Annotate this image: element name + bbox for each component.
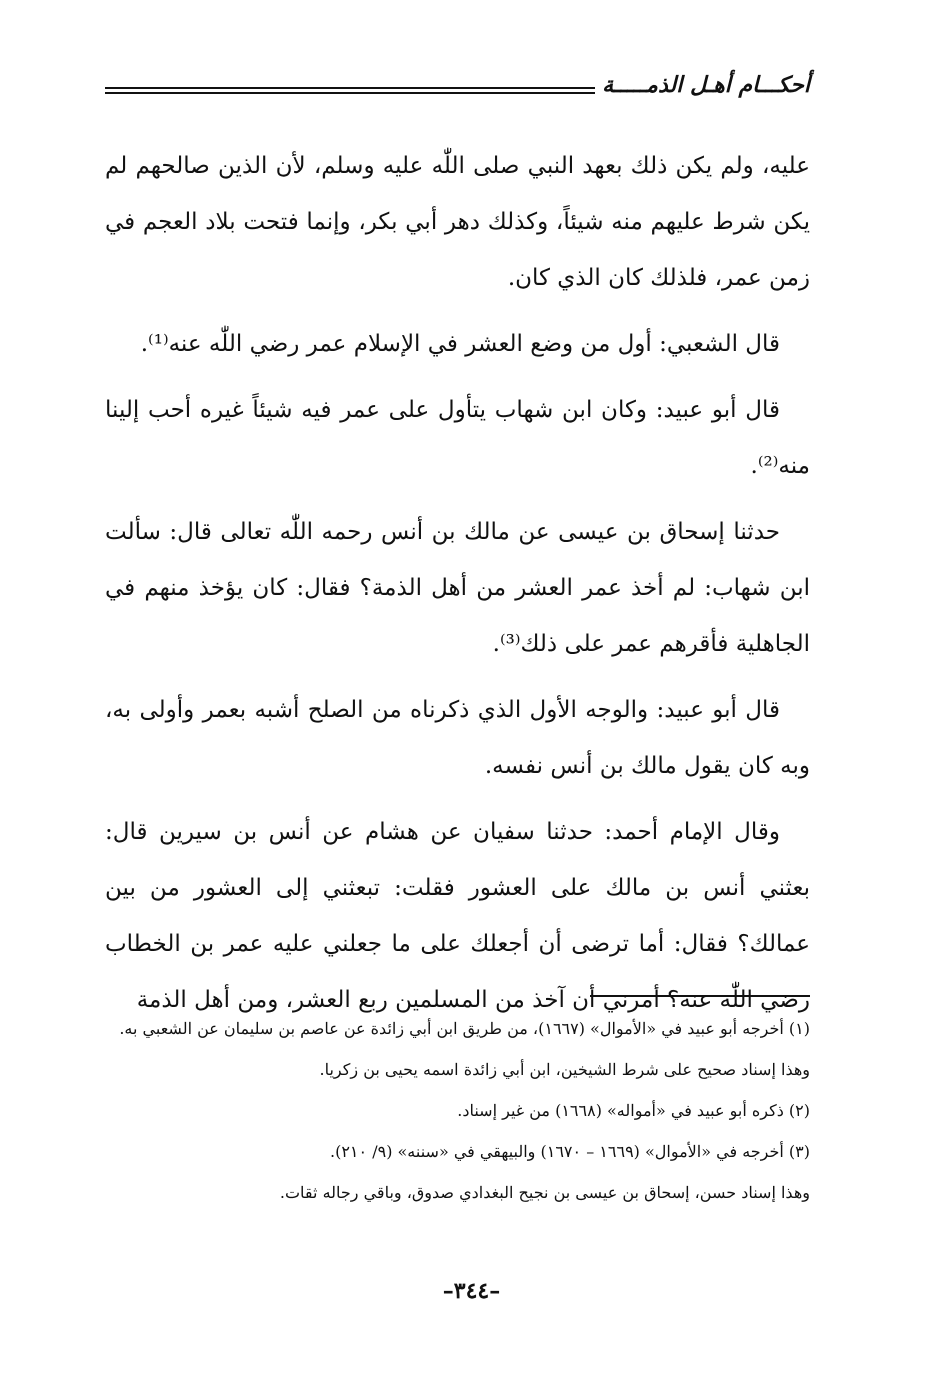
footnote-separator (590, 995, 810, 997)
footnotes (105, 1012, 810, 1217)
footnote: (١) أخرجه أبو عبيد في «الأموال» (١٦٦٧)، من طريق ابن أبي زائدة عن عاصم بن سليمان عن الشعبي به. (119, 1019, 810, 1038)
main-text (105, 138, 810, 1038)
page-number: –٣٤٤– (442, 1278, 501, 1304)
header-double-rule (105, 87, 595, 94)
paragraph: حدثنا إسحاق بن عيسى عن مالك بن أنس رحمه اللّٰه تعالى قال: سألت ابن شهاب: لم أخذ عمر العشر من أهل الذمة؟ فقال: كان يؤخذ منهم في الجاهلية فأقرهم عمر على ذلك⁽³⁾. (105, 519, 810, 657)
paragraph: عليه، ولم يكن ذلك بعهد النبي صلى اللّٰه عليه وسلم، لأن الذين صالحهم لم يكن شرط عليهم منه شيئاً، وكذلك دهر أبي بكر، وإنما فتحت بلاد العجم في زمن عمر، فلذلك كان الذي كان. (105, 153, 810, 291)
book-title: أحكـــام أهـل الذمـــــة (602, 72, 810, 98)
paragraph: قال الشعبي: أول من وضع العشر في الإسلام عمر رضي اللّٰه عنه⁽¹⁾. (140, 331, 780, 357)
paragraph: وقال الإمام أحمد: حدثنا سفيان عن هشام عن أنس بن سيرين قال: بعثني أنس بن مالك على العشور فقلت: تبعثني إلى العشور من بين عمالك؟ فقال: أما ترضى أن أجعلك على ما جعلني عليه عمر بن الخطاب رضي اللّٰه عنه؟ أمرني أن آخذ من المسلمين ربع العشر، ومن أهل الذمة (105, 819, 810, 1013)
footnote: (٣) أخرجه في «الأموال» (١٦٦٩ – ١٦٧٠) والبيهقي في «سننه» (٩/ ٢١٠). (330, 1142, 810, 1161)
paragraph: قال أبو عبيد: وكان ابن شهاب يتأول على عمر فيه شيئاً غيره أحب إلينا منه⁽²⁾. (105, 397, 810, 479)
footnote: (٢) ذكره أبو عبيد في «أمواله» (١٦٦٨) من غير إسناد. (457, 1101, 810, 1120)
paragraph: قال أبو عبيد: والوجه الأول الذي ذكرناه من الصلح أشبه بعمر وأولى به، وبه كان يقول مالك بن أنس نفسه. (105, 697, 810, 779)
running-header (105, 72, 810, 112)
footnote: وهذا إسناد حسن، إسحاق بن عيسى بن نجيح البغدادي صدوق، وباقي رجاله ثقات. (279, 1183, 810, 1202)
footnote: وهذا إسناد صحيح على شرط الشيخين، ابن أبي زائدة اسمه يحيى بن زكريا. (319, 1060, 810, 1079)
